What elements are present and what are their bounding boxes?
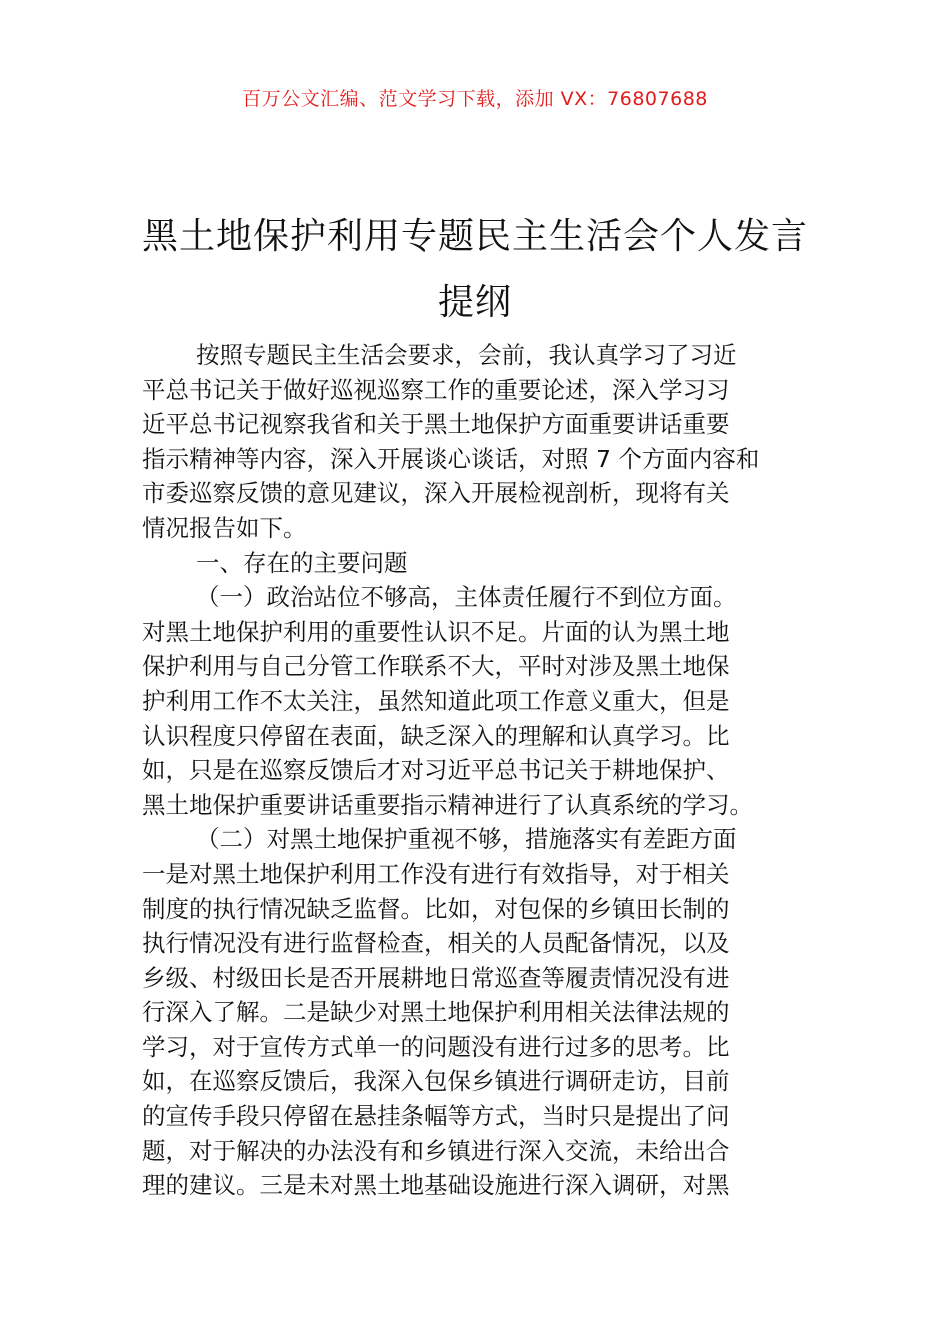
body-line: 平总书记关于做好巡视巡察工作的重要论述，深入学习习: [142, 375, 730, 404]
body-line: 按照专题民主生活会要求，会前，我认真学习了习近: [196, 341, 737, 369]
body-line: 近平总书记视察我省和关于黑土地保护方面重要讲话重要: [142, 410, 730, 439]
body-line: 情况报告如下。: [142, 513, 307, 542]
title-line-2: 提纲: [437, 282, 512, 324]
body-line: 如，只是在巡察反馈后才对习近平总书记关于耕地保护、: [142, 756, 730, 785]
body-line: 执行情况没有进行监督检查，相关的人员配备情况，以及: [142, 929, 730, 958]
watermark-text: 百万公文汇编、范文学习下载，添加 VX：76807688: [242, 88, 708, 110]
body-line: 黑土地保护重要讲话重要指示精神进行了认真系统的学习。: [142, 790, 753, 819]
body-line: 指示精神等内容，深入开展谈心谈话，对照 7 个方面内容和: [142, 444, 760, 473]
body-line: 护利用工作不太关注，虽然知道此项工作意义重大，但是: [142, 686, 730, 715]
body-line: 保护利用与自己分管工作联系不大，平时对涉及黑土地保: [142, 652, 730, 681]
body-line: 对黑土地保护利用的重要性认识不足。片面的认为黑土地: [142, 617, 730, 646]
title-line-1: 黑土地保护利用专题民主生活会个人发言: [141, 216, 808, 258]
document-body: [142, 338, 810, 1203]
subsection-heading: （二）对黑土地保护重视不够，措施落实有差距方面: [196, 825, 737, 854]
body-line: 乡级、村级田长是否开展耕地日常巡查等履责情况没有进: [142, 963, 730, 992]
body-line: 认识程度只停留在表面，缺乏深入的理解和认真学习。比: [142, 721, 730, 750]
section-heading: 一、存在的主要问题: [196, 548, 408, 577]
body-line: 学习，对于宣传方式单一的问题没有进行过多的思考。比: [142, 1032, 730, 1061]
subsection-heading: （一）政治站位不够高，主体责任履行不到位方面。: [196, 583, 737, 612]
body-line: 如，在巡察反馈后，我深入包保乡镇进行调研走访，目前: [142, 1067, 730, 1096]
body-line: 制度的执行情况缺乏监督。比如，对包保的乡镇田长制的: [142, 894, 730, 923]
document-title: [120, 204, 830, 336]
body-line: 的宣传手段只停留在悬挂条幅等方式，当时只是提出了问: [142, 1102, 730, 1131]
body-line: 理的建议。三是未对黑土地基础设施进行深入调研，对黑: [142, 1171, 730, 1200]
body-line: 一是对黑土地保护利用工作没有进行有效指导，对于相关: [142, 859, 730, 888]
body-line: 题，对于解决的办法没有和乡镇进行深入交流，未给出合: [142, 1136, 730, 1165]
body-line: 市委巡察反馈的意见建议，深入开展检视剖析，现将有关: [142, 479, 730, 508]
body-line: 行深入了解。二是缺少对黑土地保护利用相关法律法规的: [142, 998, 730, 1027]
